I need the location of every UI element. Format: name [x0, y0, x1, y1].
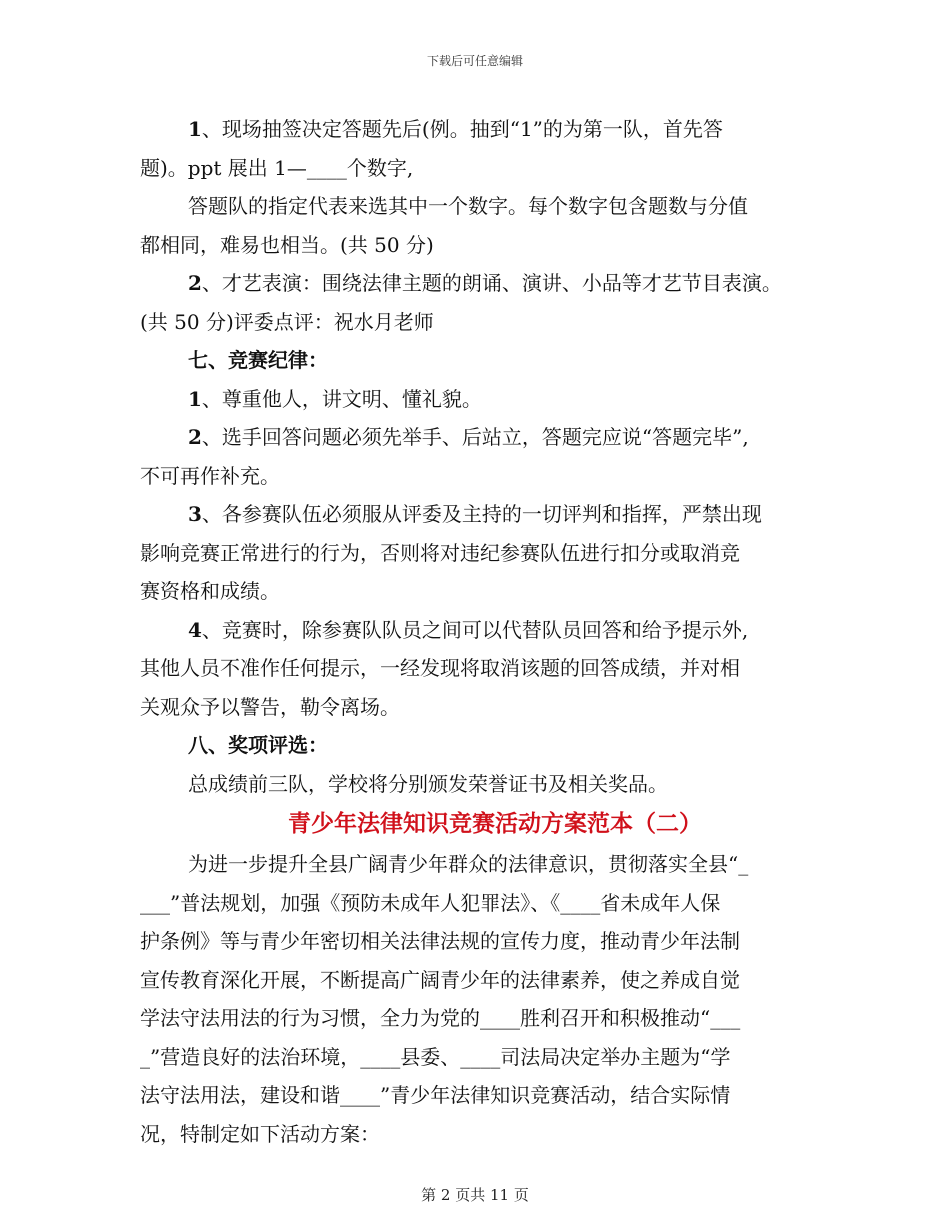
plan-2-line-4: 宣传教育深化开展，不断提高广阔青少年的法律素养，使之养成自觉 — [140, 967, 740, 992]
plan-2-line-3: 护条例》等与青少年密切相关法律法规的宣传力度，推动青少年法制 — [140, 929, 740, 953]
rule-item-2-line-1: 2、才艺表演：围绕法律主题的朗诵、演讲、小品等才艺节目表演。 — [188, 271, 782, 295]
rule-item-1-line-3: 答题队的指定代表来选其中一个数字。每个数字包含题数与分值 — [188, 194, 748, 218]
discipline-item-3-line-2: 影响竞赛正常进行的行为，否则将对违纪参赛队伍进行扣分或取消竞 — [140, 540, 740, 565]
rule-item-1-line-2: 题)。ppt 展出 1—____个数字, — [140, 155, 414, 180]
section-7-heading: 七、竞赛纪律： — [188, 348, 328, 372]
discipline-item-2-line-1: 2、选手回答问题必须先举手、后站立，答题完应说“答题完毕”, — [188, 425, 749, 449]
plan-2-line-1: 为进一步提升全县广阔青少年群众的法律意识，贯彻落实全县“_ — [188, 852, 749, 876]
page-footer: 第 2 页共 11 页 — [421, 1186, 529, 1204]
plan-2-title: 青少年法律知识竞赛活动方案范本（二） — [288, 810, 702, 837]
rule-item-1-line-1: 1、现场抽签决定答题先后(例。抽到“1”的为第一队，首先答 — [188, 117, 723, 141]
discipline-item-4-line-2: 其他人员不准作任何提示，一经发现将取消该题的回答成绩，并对相 — [140, 656, 740, 680]
discipline-item-1: 1、尊重他人，讲文明、懂礼貌。 — [188, 386, 482, 411]
award-line: 总成绩前三队，学校将分别颁发荣誉证书及相关奖品。 — [188, 771, 668, 796]
rule-item-1-line-4: 都相同，难易也相当。(共 50 分) — [140, 232, 434, 257]
plan-2-line-7: 法守法用法，建设和谐____”青少年法律知识竞赛活动，结合实际情 — [140, 1083, 731, 1107]
discipline-item-3-line-1: 3、各参赛队伍必须服从评委及主持的一切评判和指挥，严禁出现 — [188, 502, 762, 526]
page-header: 下载后可任意编辑 — [426, 54, 523, 68]
rule-item-2-line-2: (共 50 分)评委点评：祝水月老师 — [140, 309, 434, 334]
plan-2-line-2: ___”普法规划，加强《预防未成年人犯罪法》、《____省未成年人保 — [140, 890, 721, 915]
rule-item-1-number: 1 — [188, 117, 202, 141]
section-8-heading: 八、奖项评选： — [188, 733, 328, 757]
rule-item-2-number: 2 — [188, 271, 202, 295]
discipline-item-2-line-2: 不可再作补充。 — [140, 463, 280, 488]
plan-2-line-8: 况，特制定如下活动方案： — [140, 1121, 380, 1146]
discipline-item-4-line-1: 4、竞赛时，除参赛队队员之间可以代替队员回答和给予提示外, — [188, 617, 749, 642]
plan-2-line-5: 学法守法用法的行为习惯，全力为党的____胜利召开和积极推动“___ — [140, 1006, 741, 1030]
document-body — [140, 110, 830, 1153]
discipline-item-3-line-3: 赛资格和成绩。 — [140, 579, 280, 603]
plan-2-line-6: _”营造良好的法治环境，____县委、____司法局决定举办主题为“学 — [140, 1044, 731, 1069]
discipline-item-4-line-3: 关观众予以警告，勒令离场。 — [140, 694, 400, 719]
